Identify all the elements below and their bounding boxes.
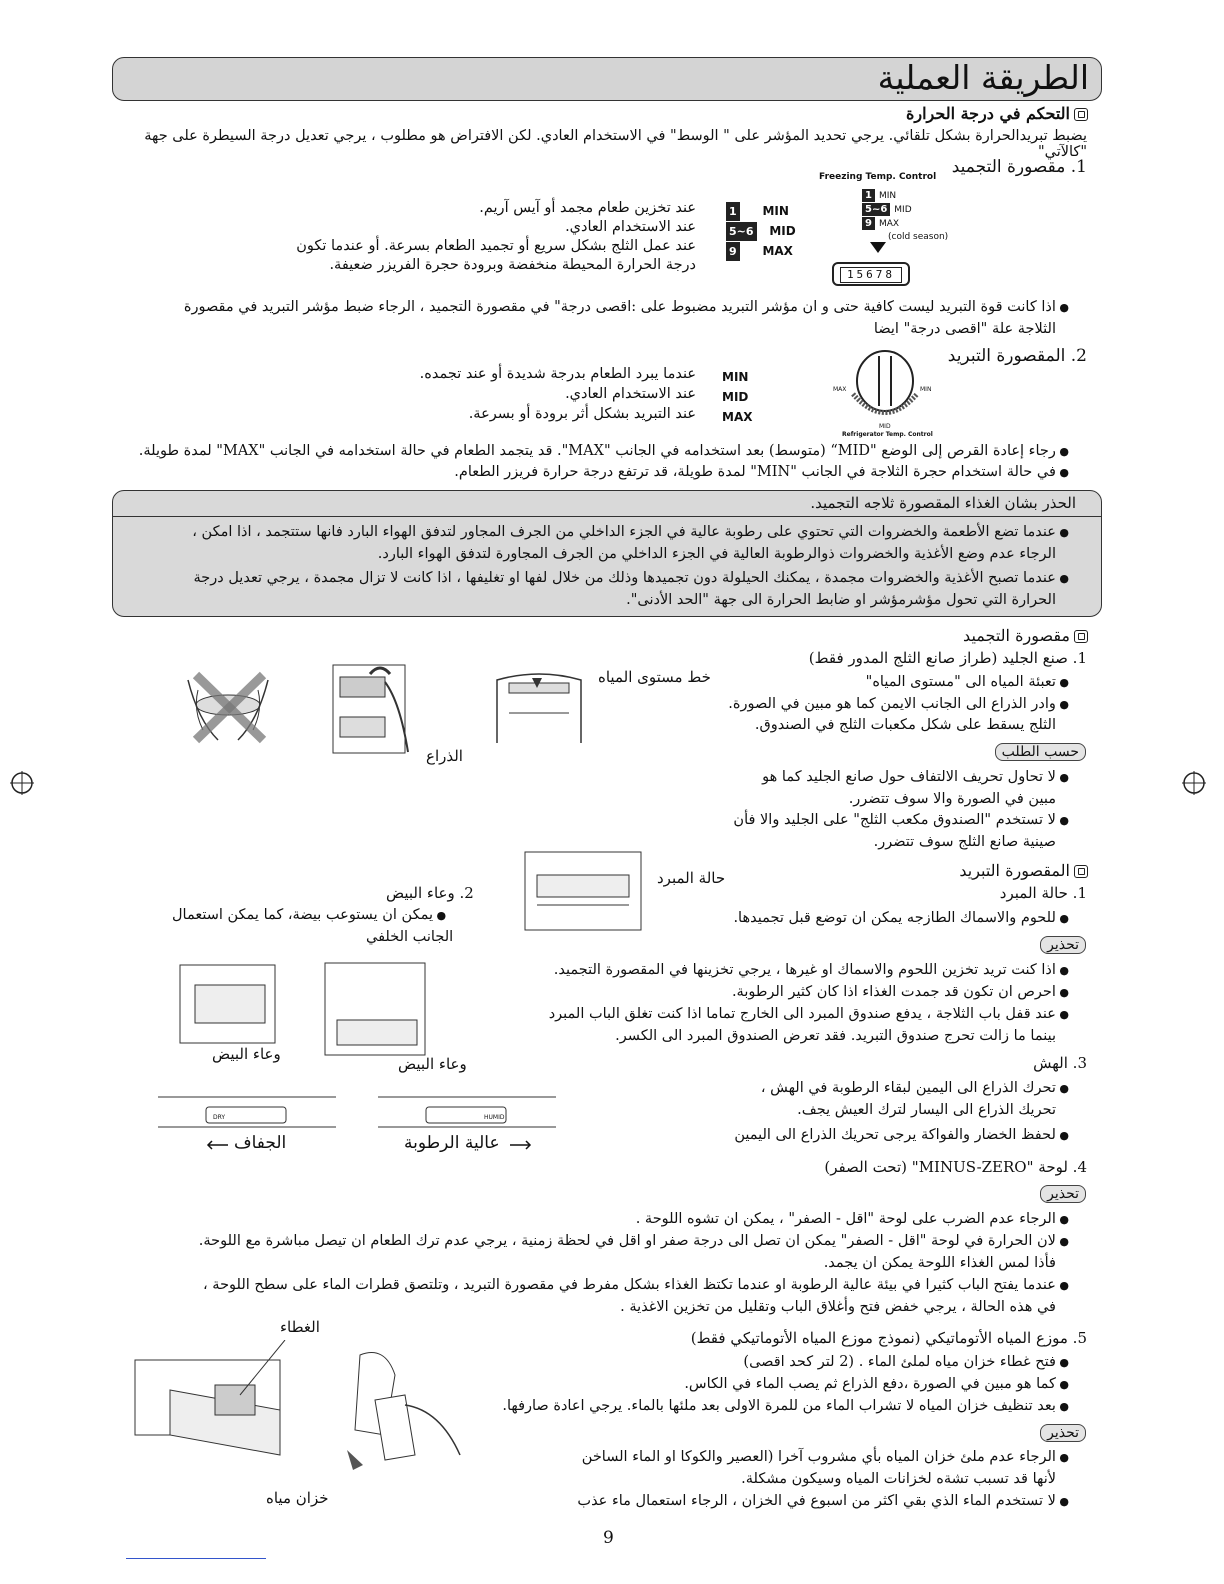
label-cover: الغطاء <box>280 1318 320 1336</box>
water-tank-illustration <box>130 1340 288 1480</box>
crisper-slider-dry[interactable] <box>158 1095 336 1129</box>
level-text: عند التبريد بشكل أثر برودة أو بسرعة. <box>468 406 696 422</box>
freezer-diagram-title: Freezing Temp. Control <box>819 172 937 182</box>
ice-b1: ● تعبئة المياه الى "مستوى المياه" <box>866 674 1069 690</box>
water-level-illustration <box>494 668 584 746</box>
ice-n1-l1: ● لا تحاول تحريف الالتفاف حول صانع الجليد كما هو <box>762 769 1069 785</box>
fridge-dial-caption: Refrigerator Temp. Control <box>842 431 933 438</box>
chilled-title: 1. حالة المبرد <box>999 884 1087 902</box>
legend-num: 5~6 <box>862 203 890 216</box>
mz-m3-l2: في هذه الحالة ، يرجي خفض فتح وأغلاق الباب وتقليل من تخزين الاغذية . <box>620 1299 1056 1315</box>
fridge-dial-mid: MID <box>879 423 891 430</box>
arrow-left-icon <box>206 1140 228 1150</box>
freezer-note-1: ● اذا كانت قوة التبريد ليست كافية حتى و ان مؤشر التبريد مضبوط على :اقصى درجة" في مقصورة التجميد ، الرجاء ضبط مؤشر التبريد في مقصورة <box>184 299 1069 315</box>
egg-l2: الجانب الخلفي <box>366 929 454 945</box>
cold-season-label: (cold season) <box>888 232 949 242</box>
label-tank: خزان مياه <box>266 1489 329 1507</box>
fridge-note-1: ● رجاء إعادة القرص إلى الوضع "MID“ (متوسط) بعد استخدامه في الجانب "MAX". قد يتجمد الطعام في حالة استخدامه في الجانب "MAX" لمدة طويلة. <box>139 443 1069 459</box>
temp-intro: يضبط تبريدالحرارة بشكل تلقائي. يرجي تحديد المؤشر على " الوسط" في الاستخدام العادي. لكن الافتراض هو مطلوب ، يرجي تعديل درجة السيطرة على جهة "كالآتي" <box>144 128 1087 160</box>
ice-maker-lever-illustration <box>330 662 410 757</box>
mz-m3-l1: ● عندما يفتح الباب كثيرا في بيئة عالية الرطوبة او عندما تكتظ الغذاء بشكل مفرط في مقصورة التبريد ، وتلتصق قطرات الماء على سطح اللوحة ، <box>203 1277 1069 1293</box>
egg-l1: ● يمكن ان يستوعب بيضة، كما يمكن استعمال <box>172 907 446 923</box>
warning-tag: تحذير <box>1040 1424 1086 1442</box>
chilled-b1: ● للحوم والاسماك الطازجه يمكن ان توضع قبل تجميدها. <box>733 910 1069 926</box>
level-label: MIN <box>762 204 789 218</box>
crisper-c1b: تحريك الذراع الى اليسار لترك العيش يجف. <box>797 1102 1056 1118</box>
slider-humid-text: HUMID <box>484 1114 505 1121</box>
freezer-level-texts <box>296 199 696 275</box>
freezer-section-heading <box>963 626 1088 645</box>
egg-label-2: وعاء البيض <box>398 1055 467 1073</box>
slider-dry-text: DRY <box>213 1114 226 1121</box>
disp-d4-l2: لأنها قد تسبب تشةه لخزانات المياه وسيكون مشكلة. <box>741 1471 1056 1487</box>
crisper-title: 3. الهش <box>1033 1054 1087 1072</box>
fridge-level-texts <box>420 364 696 424</box>
arrow-down-icon <box>870 242 886 254</box>
level-text: عند عمل الثلج بشكل سريع أو تجميد الطعام بسرعة. أو عندما تكون <box>296 238 696 254</box>
legend-num: 1 <box>862 189 875 202</box>
level-label: MIN <box>722 370 749 384</box>
fridge-title: 2. المقصورة التبريد <box>947 346 1087 366</box>
disp-d2: ● كما هو مبين في الصورة ،دفع الذراع ثم يصب الماء في الكاس. <box>684 1376 1069 1392</box>
caution-b2-l1: ● عندما تصبح الأغذية والخضروات مجمدة ، يمكنك الحيلولة دون تجميدها وذلك من خلال لفها او تغليفها ، اذا كانت لا تزال مجمدة ، يرجي تعديل درجة <box>194 570 1069 586</box>
ice-n1-l2: مبين في الصورة والا سوف تتضرر. <box>848 791 1056 807</box>
level-label: MID <box>722 390 749 404</box>
section-box-icon <box>1074 630 1088 643</box>
footer-rule <box>126 1558 266 1559</box>
mz-m2-l2: فأذا لمس الغذاء اللوحة يمكن ان يجمد. <box>823 1255 1056 1271</box>
disp-d4-l1: ● الرجاء عدم ملئ خزان المياه بأي مشروب آخرا (العصير والكوكا او الماء الساخن <box>582 1449 1069 1465</box>
chilled-w3-l1: ● عند قفل باب الثلاجة ، يدفع صندوق المبرد الى الخارج تماما اذا كنت تغلق الباب المبرد <box>549 1006 1069 1022</box>
disp-d3: ● بعد تنظيف خزان المياه لا تشراب الماء من للمرة الاولى بعد ملئها بالماء. يرجي اعادة صارفها. <box>502 1398 1069 1414</box>
ice-title: 1. صنع الجليد (طراز صانع الثلج المدور فقط) <box>808 649 1087 667</box>
temp-control-heading-text: التحكم في درجة الحرارة <box>905 104 1070 123</box>
water-dispenser-hand-illustration <box>345 1345 465 1475</box>
chilled-w3-l2: بينما ما زالت تحرج صندوق التبريد. فقد تعرض الصندوق المبرد الى الكسر. <box>615 1028 1056 1044</box>
note-tag-on-demand: حسب الطلب <box>995 743 1086 761</box>
chilled-w1: ● اذا كنت تريد تخزين اللحوم والاسماك او غيرها ، يرجي تخزينها في المقصورة التجميد. <box>554 962 1069 978</box>
level-text-extra: درجة الحرارة المحيطة منخفضة وبرودة حجرة الفريزر ضعيفة. <box>329 257 696 273</box>
legend-label: MIN <box>878 191 897 201</box>
section-box-icon <box>1074 108 1088 121</box>
freezer-dial-digits: 15678 <box>840 267 902 283</box>
chilled-w2: ● احرص ان تكون قد جمدت الغذاء اذا كان كثير الرطوبة. <box>732 984 1069 1000</box>
egg-label-1: وعاء البيض <box>212 1045 281 1063</box>
caution-heading: الحذر بشان الغذاء المقصورة ثلاجه التجميد. <box>810 494 1076 512</box>
level-label: MID <box>769 224 796 238</box>
ice-n2-l2: صينية صانع الثلج سوف تتضرر. <box>873 834 1056 850</box>
freezer-title: 1. مقصورة التجميد <box>951 157 1087 177</box>
mz-title: 4. لوحة "MINUS-ZERO" (تحت الصفر) <box>824 1158 1087 1176</box>
crisper-c1: ● تحرك الذراع الى اليمين لبقاء الرطوبة في الهش ، <box>761 1080 1069 1096</box>
mz-m2-l1: ● لان الحرارة في لوحة "اقل - الصفر" يمكن ان تصل الى درجة صفر او اقل في لحظة زمنية ، يرجي عدم ترك الطعام ان تيصل مباشرة مع اللوحة. <box>199 1233 1069 1249</box>
legend-label: MID <box>894 205 912 215</box>
egg-tray-illustration <box>170 960 280 1048</box>
level-label: MAX <box>762 244 793 258</box>
level-num: 1 <box>726 202 740 221</box>
section-box-icon <box>1074 865 1088 878</box>
level-text: عند الاستخدام العادي. <box>565 219 696 235</box>
label-dry: الجفاف <box>234 1133 287 1153</box>
disp-title: 5. موزع المياه الأتوماتيكي (نموذج موزع المياه الأتوماتيكي فقط) <box>690 1329 1087 1347</box>
ice-b2-l2: الثلج يسقط على شكل مكعبات الثلج في الصندوق. <box>754 717 1056 733</box>
label-chilled: حالة المبرد <box>657 869 726 887</box>
warning-tag: تحذير <box>1040 1185 1086 1203</box>
freezer-note-2: الثلاجة علة "اقصى درجة" ايضا <box>873 321 1056 337</box>
label-lever: الذراع <box>426 747 463 765</box>
caution-b2-l2: الحرارة التي تحول مؤشرمؤشر او ضابط الحرارة الى جهة "الحد الأدنى". <box>626 592 1056 608</box>
freezer-dial[interactable] <box>832 262 910 286</box>
level-text: عند تخزين طعام مجمد أو آيس آريم. <box>479 200 696 216</box>
legend-label: MAX <box>878 219 900 229</box>
level-text: عند الاستخدام العادي. <box>565 386 696 402</box>
crisper-slider-humid[interactable] <box>378 1095 556 1129</box>
chilled-case-illustration <box>523 850 643 932</box>
registration-mark-icon <box>1182 771 1206 795</box>
fridge-dial-max: MAX <box>833 386 847 393</box>
disp-d1: ● فتح غطاء خزان مياه لملئ الماء . (2 لتر كحد اقصى) <box>743 1354 1069 1370</box>
registration-mark-icon <box>10 771 34 795</box>
egg-rack-illustration <box>322 960 432 1060</box>
fridge-dial-min: MIN <box>920 386 932 393</box>
freezer-section-heading-text: مقصورة التجميد <box>963 626 1070 645</box>
page-title: الطريقة العملية <box>877 58 1089 97</box>
ice-n2-l1: ● لا تستخدم "الصندوق مكعب الثلج" على الجليد والا فأن <box>733 812 1069 828</box>
fridge-section-heading <box>959 861 1088 880</box>
mz-m1: ● الرجاء عدم الضرب على لوحة "اقل - الصفر" ، يمكن ان تشوه اللوحة . <box>636 1211 1069 1227</box>
ice-tray-no-twist-illustration <box>178 660 278 750</box>
caution-b1-l2: الرجاء عدم وضع الأغذية والخضروات ذوالرطوبة العالية في الجزء الداخلي من الجرف المجاورة لتدفق الهواء البارد. <box>377 546 1056 562</box>
ice-b2-l1: ● وادر الذراع الى الجانب الايمن كما هو مبين في الصورة. <box>728 696 1069 712</box>
label-water-level: خط مستوى المياه <box>598 668 711 686</box>
caution-b1-l1: ● عندما تضع الأطعمة والخضروات التي تحتوي على رطوبة عالية في الجزء الداخلي من الجرف المجاور لتدفق الهواء البارد فانها ستتجمد ، اذا امكن ، <box>192 524 1069 540</box>
level-num: 5~6 <box>726 222 757 241</box>
level-num: 9 <box>726 242 740 261</box>
freezer-diagram-legend <box>858 189 948 244</box>
level-label: MAX <box>722 410 753 424</box>
fridge-section-heading-text: المقصورة التبريد <box>959 861 1070 880</box>
crisper-c2: ● لحفظ الخضار والفواكة يرجى تحريك الذراع الى اليمين <box>734 1127 1069 1143</box>
disp-d5: ● لا تستخدم الماء الذي بقي اكثر من اسبوع في الخزان ، الرجاء استعمال ماء عذب <box>577 1493 1069 1509</box>
temp-control-heading <box>906 104 1088 123</box>
fridge-note-2: ● في حالة استخدام حجرة الثلاجة في الجانب "MIN" لمدة طويلة، قد ترتفع درجة حرارة فريزر الطعام. <box>454 464 1069 480</box>
freezer-level-keys <box>722 201 796 261</box>
egg-title: 2. وعاء البيض <box>386 884 474 902</box>
arrow-right-icon <box>510 1140 532 1150</box>
warning-tag: تحذير <box>1040 936 1086 954</box>
fridge-level-keys <box>722 367 752 427</box>
label-humid: عالية الرطوبة <box>404 1133 500 1153</box>
level-text: عندما يبرد الطعام بدرجة شديدة أو عند تجمده. <box>419 366 696 382</box>
page-number: 9 <box>603 1528 614 1548</box>
legend-num: 9 <box>862 217 875 230</box>
